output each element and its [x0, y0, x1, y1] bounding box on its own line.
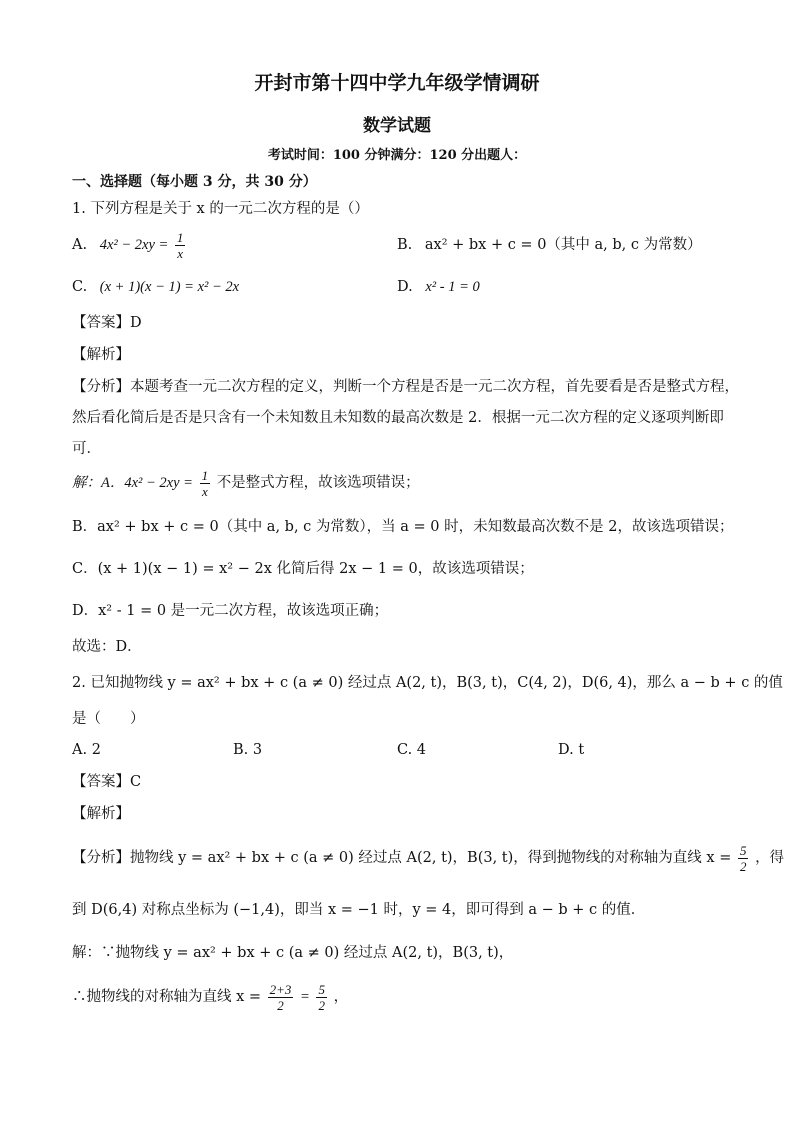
q2-analysis-line-2: 到 D(6,4) 对称点坐标为 (−1,4)，即当 x = −1 时，y = 4，即可得到 a − b + c 的值． [72, 902, 646, 918]
q1-option-a-fraction [175, 230, 186, 261]
q2-analysis-fraction [738, 843, 749, 874]
q1-solution-b: B．ax² + bx + c = 0（其中 a, b, c 为常数），当 a = 0 时，未知数最高次数不是 2，故该选项错误； [72, 519, 734, 535]
q2-solution-numerator-2: 5 [318, 981, 325, 997]
q2-answer: 【答案】C [72, 774, 142, 790]
q1-option-b-label: B. [397, 237, 413, 253]
q2-option-c: C. 4 [397, 742, 427, 758]
page-subtitle: 数学试题 [363, 116, 431, 136]
q2-solution-line-2-text: ∴抛物线的对称轴为直线 x = [72, 989, 262, 1005]
q1-option-b [397, 235, 702, 255]
q2-solution-numerator-1: 2+3 [269, 981, 292, 997]
q1-option-a [72, 228, 187, 262]
q1-analysis-heading: 【解析】 [72, 347, 130, 363]
q1-solution-a-text: 不是整式方程，故该选项错误； [216, 475, 420, 491]
q2-analysis-numerator: 5 [739, 842, 747, 858]
q2-analysis-heading: 【解析】 [72, 806, 130, 822]
q1-choice: 故选：D． [72, 639, 142, 655]
q1-solution-a-numerator: 1 [201, 467, 209, 483]
q2-stem-line-1: 2. 已知抛物线 y = ax² + bx + c (a ≠ 0) 经过点 A(2, t)，B(3, t)，C(4, 2)，D(6, 4)，那么 a − b + c 的值 [72, 675, 783, 691]
section-heading: 一、选择题（每小题 3 分，共 30 分） [72, 174, 317, 190]
q2-analysis-line-1-end: ，得 [755, 850, 785, 866]
q1-option-a-denominator: x [177, 245, 184, 261]
q1-option-c-label: C. [72, 279, 88, 295]
q1-option-d [397, 277, 480, 297]
q1-stem: 1. 下列方程是关于 x 的一元二次方程的是（） [72, 201, 369, 217]
q2-solution-line-2-end: ， [333, 989, 349, 1005]
q2-stem-line-2: 是（ ） [72, 711, 145, 727]
q1-solution-a-fraction [200, 468, 211, 499]
q1-option-a-math: 4x² − 2xy = [99, 237, 169, 253]
q2-option-a: A. 2 [72, 742, 101, 758]
q1-analysis-line-2: 然后看化简后是否是只含有一个未知数且未知数的最高次数是 2．根据一元二次方程的定义逐项判断即 [72, 410, 724, 426]
q1-option-a-numerator: 1 [176, 229, 184, 245]
q1-option-b-text: ax² + bx + c = 0（其中 a, b, c 为常数） [424, 237, 702, 253]
q1-option-c [72, 277, 239, 297]
q2-analysis-line-1 [72, 840, 784, 876]
q2-solution-denominator-1: 2 [277, 997, 284, 1013]
q1-analysis-line-1: 【分析】本题考查一元二次方程的定义，判断一个方程是否是一元二次方程，首先要看是否是整式方程， [72, 379, 739, 395]
exam-meta: 考试时间：100 分钟满分：120 分出题人： [267, 148, 527, 163]
q1-option-d-text: x² - 1 = 0 [425, 279, 480, 295]
q1-solution-a-math: 解：A．4x² − 2xy = [72, 475, 193, 491]
q1-option-d-label: D. [397, 279, 413, 295]
q1-option-a-label: A. [72, 237, 88, 253]
q2-solution-fraction-1 [268, 982, 294, 1013]
page-title: 开封市第十四中学九年级学情调研 [254, 72, 540, 94]
q2-analysis-line-1-text: 【分析】抛物线 y = ax² + bx + c (a ≠ 0) 经过点 A(2, t)，B(3, t)，得到抛物线的对称轴为直线 x = [72, 850, 732, 866]
q2-solution-line-1: 解：∵抛物线 y = ax² + bx + c (a ≠ 0) 经过点 A(2, t)，B(3, t)， [72, 945, 514, 961]
q2-option-d: D. t [558, 742, 585, 758]
q2-option-b: B. 3 [233, 742, 263, 758]
q2-solution-denominator-2: 2 [318, 997, 325, 1013]
q1-solution-a [72, 466, 420, 500]
q2-solution-line-2 [72, 978, 348, 1016]
q1-solution-c: C．(x + 1)(x − 1) = x² − 2x 化简后得 2x − 1 = 0，故该选项错误； [72, 561, 534, 577]
q2-analysis-denominator: 2 [739, 858, 747, 874]
q1-answer: 【答案】D [72, 315, 142, 331]
q1-analysis-line-3: 可． [72, 441, 101, 457]
q2-solution-equals: = [300, 989, 310, 1005]
q1-solution-a-denominator: x [201, 483, 208, 499]
q1-solution-d: D．x² - 1 = 0 是一元二次方程，故该选项正确； [72, 603, 389, 619]
q2-solution-fraction-2 [316, 982, 327, 1013]
q1-option-c-text: (x + 1)(x − 1) = x² − 2x [99, 279, 240, 295]
